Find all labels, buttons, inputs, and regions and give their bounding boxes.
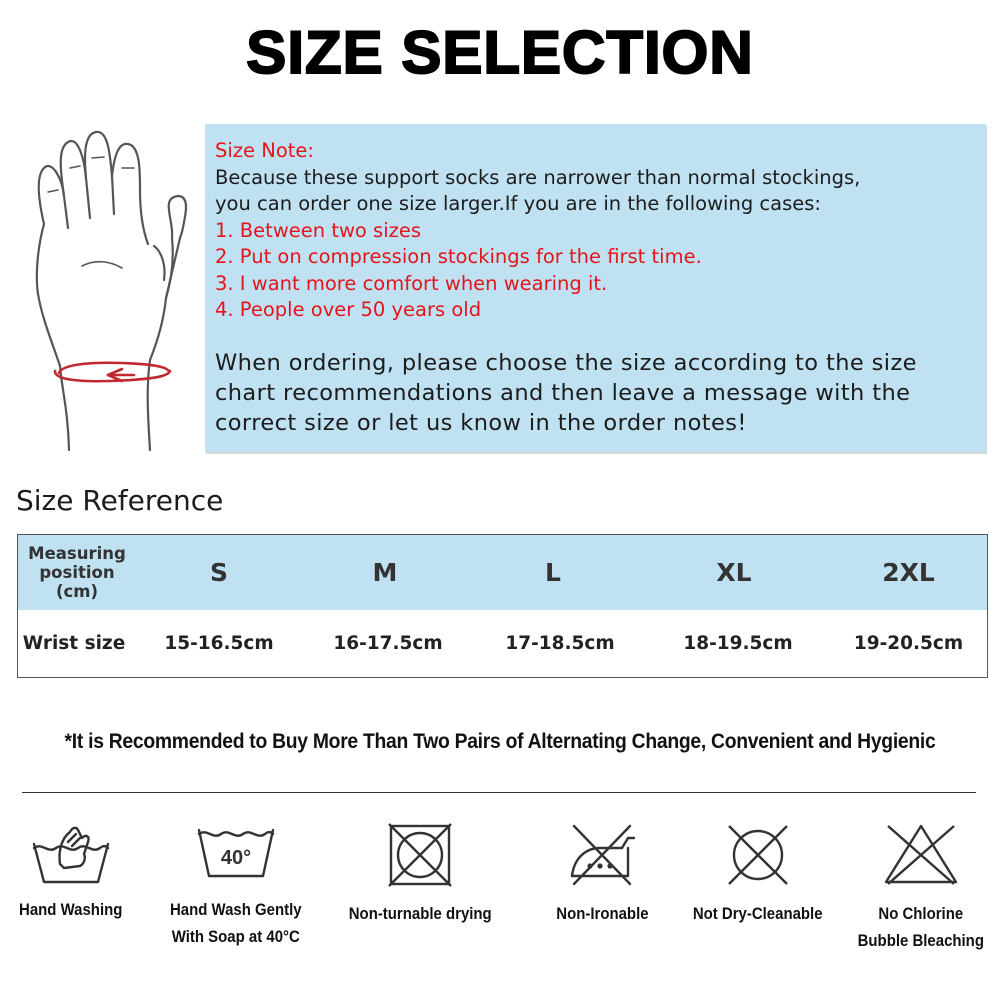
care-label [19,896,122,923]
wrist-size-value: 19-20.5cm [853,633,964,654]
wrist-size-label: Wrist size [22,633,126,654]
size-table-header-row [18,535,987,610]
size-header-m: M [372,558,398,587]
wrist-measure-arrow [55,363,170,381]
page-title: SIZE SELECTION [246,19,754,86]
care-label-line: No Chlorine [878,904,964,923]
wrist-size-value: 18-19.5cm [683,633,793,654]
measuring-position-header [18,535,136,610]
size-note-case: 4. People over 50 years old [215,298,482,321]
no-iron-icon [566,820,638,890]
header-label-line: Measuring [28,544,126,563]
care-item-no-bleach [846,820,996,954]
size-note-box [205,124,986,452]
order-instructions-line: When ordering, please choose the size according to the size [215,349,917,376]
care-label-line: Bubble Bleaching [857,931,985,950]
care-item-no-tumble-dry [340,820,500,927]
care-label-line: Not Dry-Cleanable [693,904,823,923]
order-instructions [215,348,986,438]
wash-40-icon [195,820,277,886]
care-label-line: With Soap at 40°C [171,927,301,946]
size-header-s: S [209,558,228,587]
wash-temperature: 40° [220,847,252,869]
care-label-line: Hand Wash Gently [170,900,302,919]
header-label-line: (cm) [55,582,99,601]
wrist-size-value: 17-18.5cm [505,633,615,654]
care-label [170,896,302,950]
no-dry-clean-icon [723,820,793,890]
order-instructions-line: chart recommendations and then leave a message with the [215,379,911,406]
section-divider [22,792,976,793]
size-note-heading: Size Note: [215,139,314,162]
size-note-intro: you can order one size larger.If you are in the following cases: [215,192,821,215]
no-bleach-icon [880,820,962,890]
care-label [556,900,648,927]
wrist-size-value: 16-17.5cm [333,633,443,654]
size-note-intro: Because these support socks are narrower than normal stockings, [215,165,861,189]
care-label-line: Non-turnable drying [348,904,492,923]
size-reference-title: Size Reference [16,484,224,517]
no-tumble-dry-icon [385,820,455,890]
size-header-2xl: 2XL [882,558,935,587]
recommendation-text: *It is Recommended to Buy More Than Two Pairs of Alternating Change, Convenient and Hygienic [64,730,936,753]
care-item-no-dry-clean [684,820,832,927]
hand-washing-icon [30,820,112,886]
size-note-case: 2. Put on compression stockings for the first time. [215,245,702,268]
header-label-line: position [39,563,115,582]
care-label [349,900,492,927]
size-header-l: L [545,558,561,587]
care-label-line: Non-Ironable [555,904,649,923]
size-table-row [18,610,987,677]
care-item-hand-wash-40 [160,820,312,950]
size-header-xl: XL [716,558,752,587]
size-note-case: 1. Between two sizes [215,218,422,242]
hand-measure-illustration [22,128,192,453]
size-note-case: 3. I want more comfort when wearing it. [215,271,608,295]
care-label [693,900,823,927]
wrist-size-value: 15-16.5cm [164,633,274,654]
order-instructions-line: correct size or let us know in the order notes! [215,409,747,436]
care-item-hand-washing [12,820,130,923]
care-label [858,900,984,954]
care-item-no-iron [530,820,674,927]
size-table [17,534,988,678]
care-label-line: Hand Washing [19,900,123,919]
